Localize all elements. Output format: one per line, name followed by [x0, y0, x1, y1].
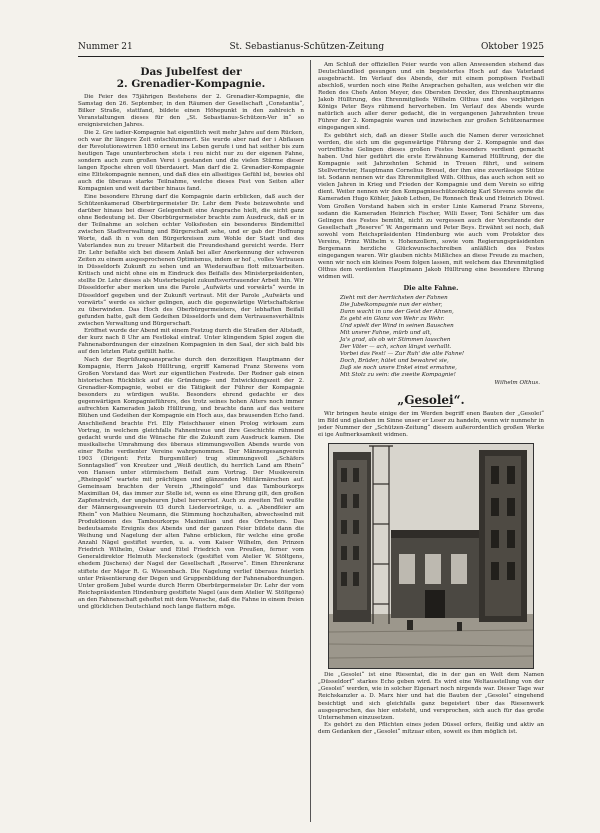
poem-line: Der Väter — ach, schon längst verhallt. [340, 344, 452, 351]
article-paragraph: Die 2. Gre iadier-Kompagnie hat eigentlich weit mehr Jahre auf dem Rücken, och war ihr längere Zeit entschlummert. Sie wurde aber nad der i Abflauen der Revolutionswirren 1850 erneut ins Leben gerufe i und hat seither bis zum heutigen Tage ununterbrochen stets i reu nicht nur zu der eigenen Fahne, sondern auch zum großen Verei i gestanden und die vielen Stürme dieser langen Epoche ehren voll überdauert. Man darf die 2. Grenadier-Kompagnie eine Elitekompagnie nennen, und daß dies ein allseitiges Gefühl ist, bewies ohl auch die überaus starke Teilnahme, welche dieses Fest von Seiten aller Kompagnien und weit darüber hinaus fand. [78, 129, 304, 193]
poem-line: Es geht ein Glanz von Wehr zu Wehr. [340, 316, 445, 323]
article-paragraph: Am Schluß der offiziellen Feier wurde von allen Anwesenden stehend das Deutschlandlied gesungen und ein begeistertes Hoch auf das Vaterland ausgebracht. Im Verlauf des Abends, der mit einem pompösen Festball abschloß, wurden noch eine Reihe Ansprachen gehalten, aus welchen wir die Reden des Chefs Anton Meyer, des Obersten Drexler, des Ehrenhauptmanns Jakob Hülltrung, des Ehrenmitglieds Wilhelm Olthus und des vorjährigen Königs Peter Beys rühmend hervorheben. Im Verlauf des Abends wurde natürlich auch aller derer gedacht, die in vergangenen Jahrzehnten treue Führer der 2. Kompagnie waren und inzwischen zur großen Schützenarmee eingegangen sind. [318, 62, 544, 132]
poem-line: Doch, Brüder, hütet und bewahret sie, [340, 358, 449, 365]
issue-date: Oktober 1925 [480, 42, 544, 52]
gesolei-building-photo [328, 443, 534, 669]
article-paragraph: Eröffnet wurde der Abend mit einem Festzug durch die Straßen der Altstadt, der kurz nach 8 Uhr am Festlokal eintraf. Unter klingendem Spiel zogen die Fahnenabordnungen der einzelnen Kompagnien in den Saal, der sich bald bis auf den letzten Platz gefüllt hatte. [78, 328, 304, 356]
poem-author: Wilhelm Olthus. [494, 380, 540, 387]
newspaper-name: St. Sebastianus-Schützen-Zeitung [229, 42, 385, 52]
issue-number: Nummer 21 [78, 42, 133, 52]
poem-line: Und spielt der Wind in seinen Bauschen [340, 323, 454, 330]
gesolei-intro: Wir bringen heute einige der im Werden begriff enen Bauten der „Gesolei“ im Bild und glauben im Sinne unser er Leser zu handeln, wenn wir nunmehr in jeder Nummer der „Schützen-Zeitung“ diesem außerordentlich großen Werke ei ige Aufmerksamkeit widmen. [318, 411, 544, 439]
poem-line: Mit unsrer Fahne, mürb und alt, [340, 330, 432, 337]
poem-line: Daß sie noch unsre Enkel einst ermahne, [340, 365, 457, 372]
caption-paragraph: Es gehört zu den Pflichten eines jeden Düssel orfers, fleißig und aktiv an dem Gedanken der „Gesolei“ mitzuar eiten, soweit es ihm möglich ist. [318, 722, 544, 736]
article-title [78, 66, 304, 90]
poem-line: Vorbei das Fest! — Zur Ruh' die alte Fahne! [340, 351, 465, 358]
left-column [78, 62, 304, 822]
poem-line: Zieht mit der herrlichsten der Fahnen [340, 295, 448, 302]
article-title-line1: Das Jubelfest der [140, 66, 242, 78]
photo-caption [318, 672, 544, 736]
poem-line: Ja's grad, als ob wir Stimmen lauschen [340, 337, 451, 344]
building-photo-illustration [329, 444, 533, 668]
column-divider [310, 60, 311, 822]
caption-paragraph: Die „Gesolei“ ist eine Riesentat, die in der gan en Welt dem Namen „Düsseldorf“ starkes Echo geben wird. Es wird eine Weltausstellung von der „Gesolei“ werden, wie in solcher Eigenart noch nirgends war. Dieser Tage war Reichskanzler a. D. Marx hier und hat die Bauten der „Gesolei“ eingehend besichtigt und sich gleichfalls ganz begeistert über das Riesenwerk ausgesprochen, das hier entsteht, und versprochen, sich auch für das große Unternehmen einzusetzen. [318, 672, 544, 721]
poem-title: Die alte Fahne. [403, 284, 459, 293]
poem-line: Die Jubelkompagnie nun der einher, [340, 302, 443, 309]
article-paragraph: Die Feier des 75jährigen Bestehens der 2. Grenadier-Kompagnie, die Samstag den 26. September, in den Räumen der Gesellschaft „Constantia“, Bilker Straße, stattfand, bildete einen Höhepunkt in den zahlreich n Veranstaltungen dieses für den „St. Sebastianus-Schützen-Ver in“ so ereignisreichen Jahres. [78, 94, 304, 129]
poem [340, 295, 544, 387]
article-title-line2: 2. Grenadier-Kompagnie. [116, 78, 266, 90]
page-header [78, 40, 544, 54]
poem-line: Dann wacht in uns der Geist der Ahnen, [340, 309, 454, 316]
article-paragraph: Es gebührt sich, daß an dieser Stelle auch die Namen derer verzeichnet werden, die sich um die gegenwärtige Führung der 2. Kompagnie und das vortreffliche Gelingen dieses großen Festes besonders verdient gemacht haben. Und hier gedührt die erste Erwähnung Kamerad Hülltrung, der die Kompagnie seit Jahrzehnten Schmid in Treuen führt, und seinem Stellvertreter, Hauptmann Cornelius Breuel, der ihm eine zuverlässige Stütze ist. Sodann nennen wir das Ehrenmitglied Wilh. Olthus, das auch schon seit so vielen Jahren in Krieg und Frieden der Kompagnie und dem Verein so eifrig dient. Weiter nennen wir den Kompagnieschützenkönig Karl Stevens sowie die Kameraden Hugo Köhler, Jakob Lethen, De Ronnech Brak und Heinrich Düwel. Vom Großen Vorstand haben sich in erster Linie Kamerad Franz Stevens, sodann die Kameraden Heinrich Fischer, Willi Esser, Toni Schäfer um das Gelingen des Festes bemüht, nicht zu vergessen auch der Vorsitzende der Gesellschaft „Reserve“ W. Angermann und Peter Beys. Erwähnt sei noch, daß sowohl vom Reichspräsidenten Hindenburg wie auch vom Protektor des Vereins, Prinz Wilhelm v. Hohenzollern, sowie vom Regierungspräsidenten Bergemann herzliche Glückwunschschreiben anläßlich des Festes eingegangen waren. Wir glauben nichts Mißliches an diese Freude zu machen, wenn wir noch ein kleines Poem folgen lassen, mit welchem das Ehrenmitglied Olthus dem verdienten Hauptmann Jakob Hülltrung eine besondere Ehrung widmen will. [318, 133, 544, 280]
article-paragraph: Nach der Begrüßungsansprache durch den derzeitigen Hauptmann der Kompagnie, Herrn Jakob Hülltrung, ergriff Kamerad Franz Stewens vom Großen Vorstand das Wort zur eigentlichen Festrede. Der Redner gab einen historischen Rückblick auf die Gründungs- und Entwicklungszeit der 2. Grenadier-Kompagnie, wobei er die Tätigkeit der Führer der Kompagnie besonders zu würdigen wußte. Besonders ehrend gedachte er des gegenwärtigen Kompagnieführers, des trotz seines hohen Alters noch immer aufrechten Kameraden Jakob Hülltrung, und brachte dann auf das weitere Blühen und Gedeihen der Kompagnie ein Hoch aus, das brausenden Echo fand. Anschließend brachte Frl. Elly Fleischhauer einen Prolog wirksam zum Vortrag, in welchem gleichfalls Fahnentreue und ihre Geschichte rühmend gedacht wurde und die Wünsche für die Zukunft zum Ausdruck kamen. Die musikalische Umrahmung des überaus stimmungsvollen Abends wurde von einer Reihe verdienter Vereine wahrgenommen. Der Männergesangverein 1903 (Dirigent: Fritz Burgsmüller) trug stimmungsvoll „Schäfers Sonntagslied“ von Kreutzer und „Weiß deutlich, du herrlich Land am Rhein“ von Hansen unter stürmischem Beifall zum Vortrag. Der Musikverein „Rheingold“ wartete mit prächtigen und glänzenden Militärmärschen auf. Gemeinsam brachten der Verein „Rheingold“ und das Tambourkorps Maximilian 04, das immer zur Stelle ist, wenn es eine Ehrung gilt, den großen Zapfenstreich, der ungeheuren Jubel hervorrief. Auch zu zweiten Teil wußte der Männergesangverein 03 durch Liedervorträge, u. a. „Abendfeier am Rhein“ von Mathieu Neumann, die Stimmung hochzuhalten, abwechselnd mit Produktionen des Tambourkorps Maximilian und des Orchesters. Das bedeutsamste Ereignis des Abends und der ganzen Feier bildete dann die Weihung und Nagelung der alten Fahne erblicken, für welche eine große Anzahl Nägel gestiftet wurden, u. a. vom Kaiser Wilhelm, den Prinzen Friedrich Wilhelm, Oskar und Eitel Friedrich von Preußen, ferner vom Generaldirektor Helmuth Meckenstock (gestiftet vom Atelier W. Stöltgens, ehedem Jüschens) der Nagel der Gesellschaft „Reserve“. Einen Ehrenkranz stiftete der Major R. G. Wiesenbach. Die Nagelung verlief überaus feierlich unter Präsentierung der Degen und Gruppenbildung der Fahnenabordnungen. Unter großem Jubel wurde durch Herrn Oberbürgermeister Dr. Lehr der vom Reichspräsidenten Hindenburg gestiftete Nagel (aus dem Atelier W. Stöltgens) an den Fahnenschaft geheftet mit dem Wunsche, daß die Fahne in einem freien und glücklichen Deutschland noch lange flattern möge. [78, 357, 304, 610]
header-rule [78, 56, 544, 57]
right-column [318, 62, 544, 822]
gesolei-title: „Gesolei“. [397, 393, 465, 408]
poem-line: Mit Stolz zu sein: die zweite Kompagnie! [340, 372, 456, 379]
article-paragraph: Eine besondere Ehrung darf die Kompagnie darin erblicken, daß auch der Schützenkamerad Oberbürgermeister Dr. Lehr dem Feste beizuwohnte und darüber hinaus bei dieser Gelegenheit eine Ansprache hielt, die nicht ganz ohne Bedeutung ist. Der Oberbürgermeister brachte zum Ausdruck, daß er in der Teilnahme an solchen echter Volksfesten ein besonderes Bindemittel zwischen Stadtverwaltung und Bürgerschaft sehe, und er gab der Hoffnung Worte, daß ih n von den Bürgerkreisen zum Wohle der Stadt und des Vaterlandes nun zu treuer Mitarbeit die Freundeshand gereicht werde. Herr Dr. Lehr befaßte sich bei diesem Anlaß bei aller Anerkennung der schweren Zeiten zu einem ausgesprochenen Optimismus, indem er hof ., volles Vertrauen in Düsseldorfs Zukunft zu sehen und an Wiederaufbau flott mitzuarbeiten. Kritisch und nicht ohne ein m Eindruck des Beifalls des Ministerpräsidenten, stellte Dr. Lehr dieses als Musterbeispiel zukunftsvertrauender Arbeit hin. Wir Düsseldorfer aber merken uns die Parole „Aufwärts und vorwärts“ werde in Düsseldorf gegeben und der Zukunft vertraut. Mit der Parole „Aufwärts und vorwärts“ werde es sicher gelingen, auch die gegenwärtige Wirtschaftskrise zu überwinden. Das Hoch des Oberbürgermeisters, der lebhaften Beifall gefunden hatte, galt dem Gedeihen Düsseldorfs und dem Vertrauensverhältnis zwischen Verwaltung und Bürgerschaft. [78, 193, 304, 327]
